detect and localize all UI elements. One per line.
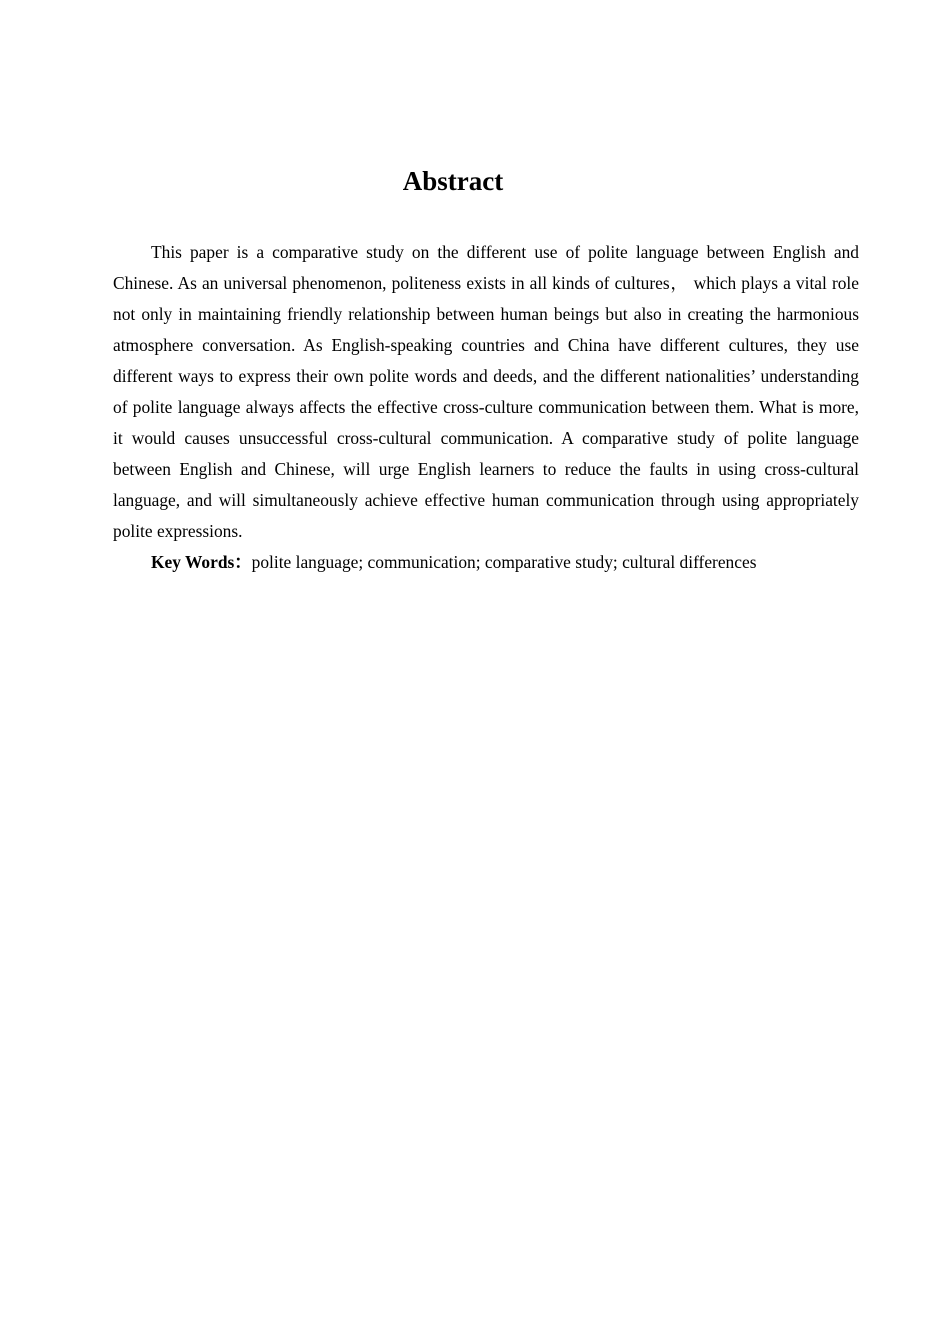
keywords-line <box>113 547 859 578</box>
abstract-paragraph: This paper is a comparative study on the different use of polite language between English and Chinese. As an universal phenomenon, politeness exists in all kinds of cultures， which plays a vital role not only in maintaining friendly relationship between human beings but also in creating the harmonious atmosphere conversation. As English-speaking countries and China have different cultures, they use different ways to express their own polite words and deeds, and the different nationalities’ understanding of polite language always affects the effective cross-culture communication between them. What is more, it would causes unsuccessful cross-cultural communication. A comparative study of polite language between English and Chinese, will urge English learners to reduce the faults in using cross-cultural language, and will simultaneously achieve effective human communication through using appropriately polite expressions. <box>113 242 859 541</box>
page-title: Abstract <box>402 166 504 196</box>
keywords-label: Key Words： <box>151 552 252 572</box>
keywords-value: polite language; communication; comparative study; cultural differences <box>251 552 757 572</box>
abstract-section <box>113 237 859 578</box>
